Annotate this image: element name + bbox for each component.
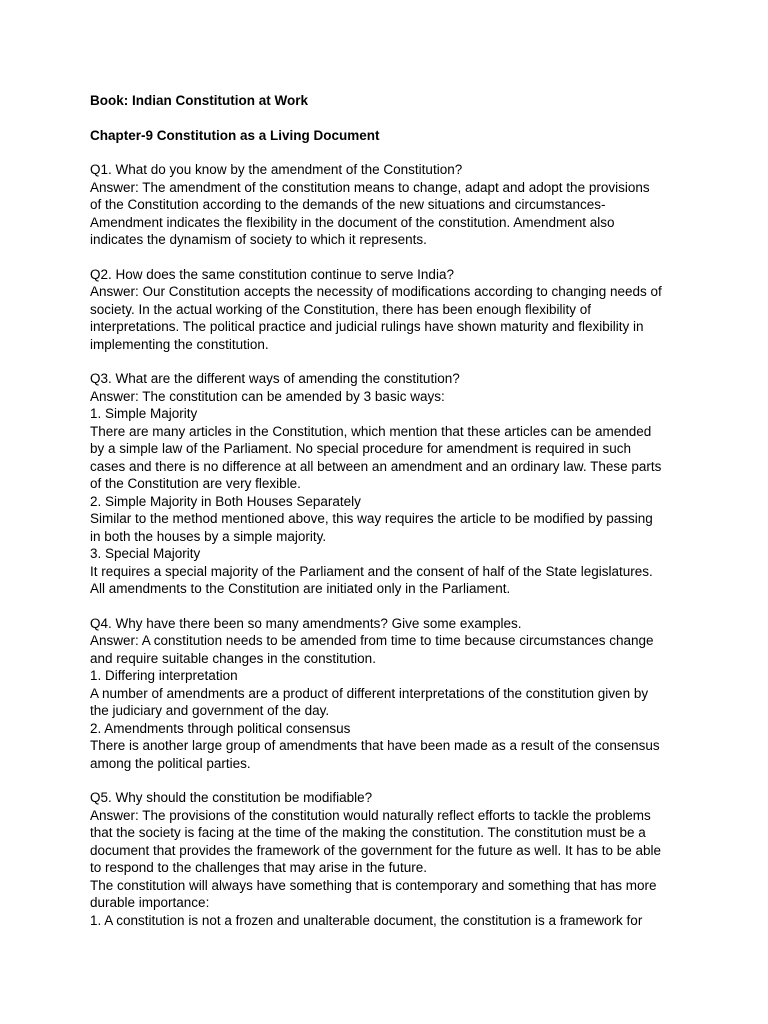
answer-line: durable importance:	[90, 895, 210, 910]
answer-line: document that provides the framework of the government for the future as well. It has to be able	[90, 842, 662, 858]
question-line: Q5. Why should the constitution be modifiable?	[90, 790, 373, 805]
spacer	[90, 598, 700, 615]
answer-line: the judiciary and government of the day.	[90, 703, 330, 718]
list-heading: 2. Amendments through political consensus	[90, 720, 351, 736]
list-heading: 2. Simple Majority in Both Houses Separately	[90, 493, 361, 509]
answer-line: among the political parties.	[90, 755, 251, 771]
list-heading: 1. Differing interpretation	[90, 668, 238, 683]
question-section-2	[90, 266, 700, 354]
answer-line: society. In the actual working of the Constitution, there has been enough flexibility of	[90, 301, 592, 317]
answer-line: The constitution will always have something that is contemporary and something that has more	[90, 877, 657, 893]
answer-line: that the society is facing at the time of the making the constitution. The constitution must be a	[90, 825, 646, 840]
answer-line: in both the houses by a simple majority.	[90, 528, 327, 544]
answer-line: of the Constitution according to the demands of the new situations and circumstances-	[90, 197, 606, 212]
answer-line: to respond to the challenges that may arise in the future.	[90, 860, 427, 875]
spacer	[90, 353, 700, 370]
answer-line: All amendments to the Constitution are initiated only in the Parliament.	[90, 581, 511, 596]
question-line: Q3. What are the different ways of amending the constitution?	[90, 371, 460, 386]
spacer	[90, 249, 700, 266]
answer-line: implementing the constitution.	[90, 336, 269, 352]
answer-line: Answer: The provisions of the constitution would naturally reflect efforts to tackle the problems	[90, 807, 651, 823]
question-section-4	[90, 615, 700, 773]
chapter-title: Chapter-9 Constitution as a Living Document	[90, 127, 380, 143]
answer-line: Answer: The amendment of the constitution means to change, adapt and adopt the provisions	[90, 179, 650, 195]
answer-line: by a simple law of the Parliament. No special procedure for amendment is required in such	[90, 441, 632, 456]
answer-line: and require suitable changes in the constitution.	[90, 650, 376, 666]
answer-line: There is another large group of amendments that have been made as a result of the consensus	[90, 738, 660, 753]
answer-line: Answer: A constitution needs to be amended from time to time because circumstances change	[90, 633, 654, 648]
answer-line: Amendment indicates the flexibility in the document of the constitution. Amendment also	[90, 214, 615, 230]
answer-line: 1. A constitution is not a frozen and unalterable document, the constitution is a framework for	[90, 912, 643, 928]
answer-line: of the Constitution are very flexible.	[90, 476, 301, 491]
question-line: Q4. Why have there been so many amendments? Give some examples.	[90, 615, 522, 631]
question-line: Q1. What do you know by the amendment of the Constitution?	[90, 162, 463, 177]
list-heading: 1. Simple Majority	[90, 406, 198, 421]
answer-line: indicates the dynamism of society to which it represents.	[90, 232, 427, 247]
answer-line: cases and there is no difference at all between an amendment and an ordinary law. These parts	[90, 458, 662, 474]
answer-line: There are many articles in the Constitution, which mention that these articles can be amended	[90, 423, 652, 439]
spacer	[90, 772, 700, 789]
spacer	[90, 110, 700, 127]
answer-line: Similar to the method mentioned above, this way requires the article to be modified by passing	[90, 511, 653, 526]
answer-line: A number of amendments are a product of different interpretations of the constitution given by	[90, 685, 649, 701]
question-section-3	[90, 370, 700, 598]
spacer	[90, 144, 700, 161]
answer-line: It requires a special majority of the Parliament and the consent of half of the State legislatures.	[90, 563, 653, 579]
answer-line: interpretations. The political practice and judicial rulings have shown maturity and flexibility in	[90, 319, 644, 334]
question-section-5	[90, 789, 700, 929]
answer-line: Answer: Our Constitution accepts the necessity of modifications according to changing needs of	[90, 284, 662, 299]
question-section-1	[90, 161, 700, 249]
list-heading: 3. Special Majority	[90, 546, 201, 561]
document-page	[90, 92, 700, 929]
answer-line: Answer: The constitution can be amended by 3 basic ways:	[90, 388, 445, 404]
book-title: Book: Indian Constitution at Work	[90, 93, 308, 108]
question-line: Q2. How does the same constitution continue to serve India?	[90, 266, 454, 282]
